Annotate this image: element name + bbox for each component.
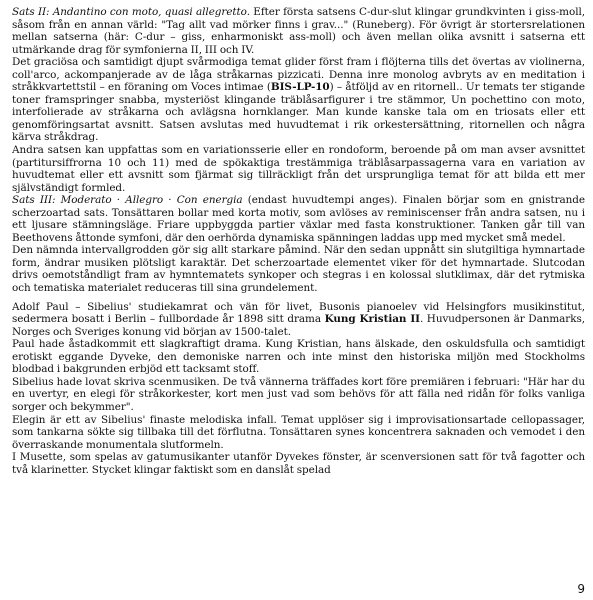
text-run: (endast huvudtempi anges). Finalen börjar som en gnistrande scherzoartad sats. Tonsättaren bollar med korta motiv, som avlöses av reminiscenser från andra satsen, nu i ett ljusare stämningsläge. Friare uppbyggda partier växlar med fasta konstruktioner. Tanken går till van Beethovens åttonde symfoni, där den oerhörda dynamiska spänningen laddas upp med mycket små medel. <box>12 194 585 244</box>
text-run: ) – åtföljd av en ritornell.. Ur temats ter stigande toner framspringer snabba, mysteriöst klingande träblåsarfigurer i tre stämmor, Un pochettino con moto, interfolierade av stråkarna och avlägsna hornklanger. Man kunde kanske tala om en triosats eller ett genomföringsartat avsnitt. Satsen avslutas med huvudtemat i rik orkestersättning, ritornellen och några kärva stråkdrag. <box>12 81 585 144</box>
page-number: 9 <box>577 582 585 596</box>
text-run: Elegin är ett av Sibelius' finaste melodiska infall. Temat upplöser sig i improvisationsartade cellopassager, som tankarna sökte sig tillbaka till det förflutna. Tonsättaren synes koncentrera saknaden och vemodet i den överraskande monumentala slutformeln. <box>12 413 585 451</box>
bold-text: BIS-LP-10 <box>270 81 330 94</box>
paragraph <box>12 144 585 194</box>
paragraph <box>12 414 585 452</box>
paragraph <box>12 451 585 476</box>
text-run: Den nämnda intervallgrodden gör sig allt starkare påmind. När den sedan uppnått sin slutgiltiga hymnartade form, ändrar musiken plötsligt karaktär. Det scherzoartade elementet viker för det hymnartade. Slutcodan drivs oemotståndligt fram av hymntematets synkoper och stegras i en kolossal slutklimax, där det rytmiska och tematiska materialet reduceras till sina grundelement. <box>12 244 585 295</box>
document-page <box>12 6 585 596</box>
paragraph <box>12 56 585 144</box>
paragraph <box>12 194 585 244</box>
text-run: . Huvudpersonen är Danmarks, Norges och Sveriges konung vid början av 1500-talet. <box>12 313 585 338</box>
text-run: Adolf Paul – Sibelius' studiekamrat och vän för livet, Busonis pianoelev vid Helsingfors musikinstitut, sedermera bosatt i Berlin – fullbordade år 1898 sitt drama <box>12 300 585 326</box>
text-run: Sibelius hade lovat skriva scenmusiken. De två vännerna träffades kort före premiären i februari: "Här har du en uvertyr, en elegi för stråkorkester, kort men just vad som behövs för att fälla ned ridån för folks vanliga sorger och bekymmer". <box>12 375 585 413</box>
paragraph <box>12 338 585 376</box>
paragraph <box>12 244 585 294</box>
text-run: I Musette, som spelas av gatumusikanter utanför Dyvekes fönster, är scenversionen satt för två fagotter och två klarinetter. Stycket klingar faktiskt som en danslåt spelad <box>12 451 585 476</box>
text-run: Paul hade åstadkommit ett slagkraftigt drama. Kung Kristian, hans älskade, den oskuldsfulla och samtidigt erotiskt eggande Dyveke, den demoniske narren och inte minst den historiska miljön med Stockholms blodbad i bakgrunden erbjöd ett tacksamt stoff. <box>12 338 585 376</box>
paragraph <box>12 301 585 339</box>
italic-heading: Sats II: Andantino con moto, quasi allegretto. <box>12 6 250 18</box>
text-run: Andra satsen kan uppfattas som en variationsserie eller en rondoform, beroende på om man avser avsnittet (partitursiffrorna 10 och 11) med de spökaktiga trestämmiga träblåsarpassagerna vara en variation av huvudtemat eller ett avsnitt som fjärmat sig tillräckligt från det ursprungliga temat för att bilda ett mer självständigt formled. <box>12 144 585 194</box>
bold-text: Kung Kristian II <box>324 313 420 326</box>
paragraph <box>12 6 585 56</box>
paragraph <box>12 376 585 414</box>
italic-heading: Sats III: Moderato · Allegro · Con energia <box>12 194 243 207</box>
text-run: Efter första satsens C-dur-slut klingar grundkvinten i giss-moll, såsom från en annan värld: "Tag allt vad mörker finns i grav..." (Runeberg). För övrigt är stortersrelationen mellan satserna (här: C-dur – giss, enharmoniskt ass-moll) och även mellan olika avsnitt i satserna ett utmärkande drag för symfonierna II, III och IV. <box>12 6 585 56</box>
text-run: Det graciösa och samtidigt djupt svårmodiga temat glider först fram i flöjterna tills det övertas av violinerna, coll'arco, ackompanjerade av de låga stråkarnas pizzicati. Denna inre monolog avbryts av en meditation i stråkkvartettstil – en föraning om Voces intimae ( <box>12 56 585 94</box>
